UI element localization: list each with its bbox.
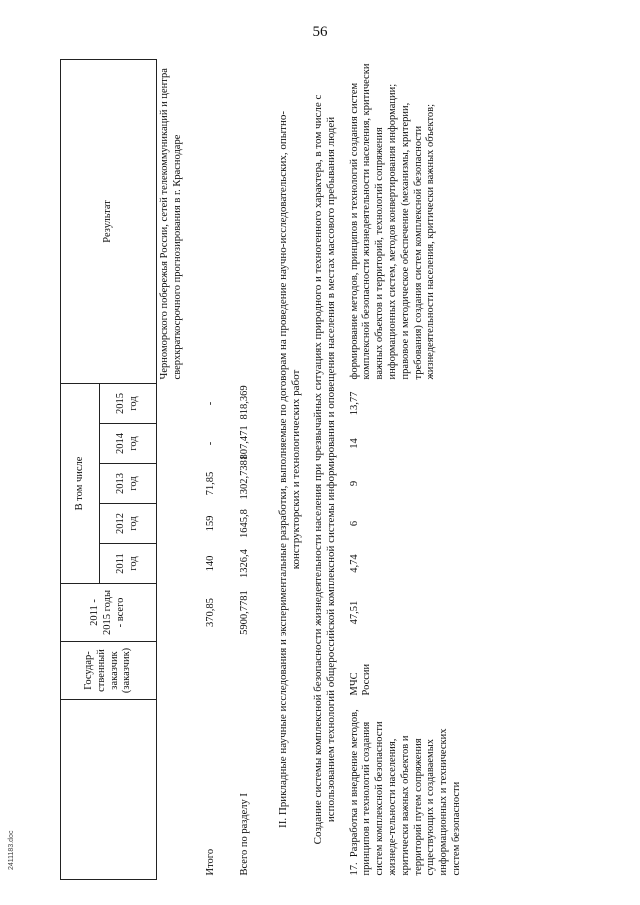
item-17-name (345, 700, 466, 880)
itogo-2011: 140 (205, 555, 216, 572)
section-total-2014: 807,471 (239, 425, 250, 460)
item-17-2013: 9 (348, 480, 360, 487)
item-17-customer: МЧС России (348, 663, 373, 696)
carry-over-row (157, 59, 192, 879)
budget-table (60, 59, 466, 880)
rotated-landscape-table (60, 60, 620, 880)
item-17-total: 47,51 (348, 600, 360, 625)
item-17-number: 17. (348, 862, 360, 876)
year-2011-header: 2011 год (100, 544, 157, 584)
itogo-row (203, 59, 237, 879)
section-total-2013: 1302,7381 (239, 454, 250, 500)
itogo-2015: - (205, 401, 216, 406)
page-number: 56 (312, 24, 328, 40)
item-17-result: формирование методов, принципов и технологий создания систем комплексной безопасности жизнедеятельности населения, критически важных объектов и территорий, технологий сопряжения информационных систем, методов конвертирования информации; правовое и методическое обеспечение (механизмы, критерии, требования) создания систем комплексной безопасности жизнедеятельности населения, критически важных объектов; (348, 63, 437, 380)
item-17-2014: 14 (348, 438, 360, 449)
item-17-row (345, 59, 466, 879)
year-2013-header: 2013 год (100, 464, 157, 504)
item-17-2015: 13,77 (348, 391, 360, 416)
section-2-title: II. Прикладные научные исследования и экспериментальные разработки, выполняемые по договорам на проведение научно-исследовательских, опытно-конструкторских и технологических работ (277, 110, 303, 828)
subsection-title: Создание системы комплексной безопасности жизнедеятельности населения при чрезвычайных ситуациях природного и техногенного характера, в том числе с использованием технологий общероссийской комплексной системы информирования и оповещения населения в местах массового пребывания людей (311, 94, 338, 845)
total-header: 2011 - 2015 годы - всего (61, 584, 157, 642)
item-17-2012: 6 (348, 520, 360, 527)
year-2014-header: 2014 год (100, 424, 157, 464)
itogo-total: 370,85 (205, 598, 216, 627)
including-header: В том числе (61, 383, 100, 583)
section-total-sum: 5900,7781 (239, 590, 250, 635)
itogo-label: Итого (205, 848, 216, 876)
section-total-2015: 818,369 (239, 385, 250, 420)
section-total-2012: 1645,8 (239, 509, 250, 538)
doc-footer: 2411183.doc (8, 830, 15, 870)
section-total-row (237, 59, 271, 879)
section-total-label: Всего по разделу I (239, 793, 250, 876)
item-17-2011: 4,74 (348, 554, 360, 573)
carry-result-text: Черноморского побережья России, сетей телекоммуникаций и центра сверхкраткосрочного прогнозирования в г. Краснодаре (159, 68, 183, 380)
result-header: Результат (61, 59, 157, 383)
customer-header: Государ-ственный заказчик (заказчик) (61, 642, 157, 700)
year-2015-header: 2015 год (100, 383, 157, 423)
year-2012-header: 2012 год (100, 504, 157, 544)
name-column-header (61, 700, 157, 880)
item-17-name-text: Разработка и внедрение методов, принципов и технологий создания систем комплексной безопасности жизнеде-тельности населения, критически важных объектов и территорий путем сопряжения существующих и создаваемых информационных и технических систем безопасности (348, 709, 462, 876)
itogo-2013: 71,85 (205, 471, 216, 496)
itogo-2012: 159 (205, 515, 216, 532)
section-total-2011: 1326,4 (239, 549, 250, 578)
itogo-2014: - (205, 441, 216, 446)
